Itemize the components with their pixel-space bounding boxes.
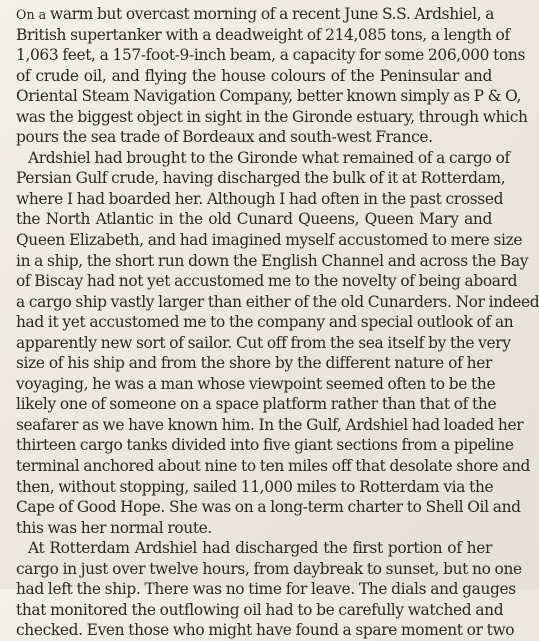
text-line: had left the ship. There was no time for leave. The dials and gauges [16, 580, 516, 599]
text-line: size of his ship and from the shore by the different nature of her [16, 354, 492, 373]
text-line: had it yet accustomed me to the company and special outlook of an [16, 313, 514, 332]
text-line: At Rotterdam Ardshiel had discharged the first portion of her [28, 539, 492, 558]
text-line: 1,063 feet, a 157-foot-9-inch beam, a capacity for some 206,000 tons [16, 46, 526, 65]
text-line: Cape of Good Hope. She was on a long-term charter to Shell Oil and [16, 498, 521, 517]
text-line: was the biggest object in sight in the Gironde estuary, through which [16, 107, 528, 126]
text-line: of Biscay had not yet accustomed me to the novelty of being aboard [16, 272, 518, 291]
text-line: then, without stopping, sailed 11,000 miles to Rotterdam via the [16, 477, 494, 496]
text-line: terminal anchored about nine to ten miles off that desolate shore and [16, 457, 531, 476]
text-line: Ardshiel had brought to the Gironde what remained of a cargo of [28, 148, 510, 167]
text-line: Queen Elizabeth, and had imagined myself accustomed to mere size [16, 231, 523, 250]
text-line: British supertanker with a deadweight of 214,085 tons, a length of [16, 25, 510, 44]
small-caps-opening: On a [16, 7, 50, 22]
text-line: this was her normal route. [16, 518, 212, 537]
text-line: the North Atlantic in the old Cunard Queens, Queen Mary and [16, 210, 492, 229]
text-line: of crude oil, and flying the house colours of the Peninsular and [16, 66, 492, 85]
text-line: likely one of someone on a space platform rather than that of the [16, 395, 497, 414]
text-line: in a ship, the short run down the English Channel and across the Bay [16, 251, 529, 270]
body-text [16, 4, 539, 641]
text-line: On a warm but overcast morning of a recent June S.S. Ardshiel, a [16, 5, 495, 23]
text-line: seafarer as we have known him. In the Gulf, Ardshiel had loaded her [16, 415, 524, 434]
text-line: pours the sea trade of Bordeaux and south-west France. [16, 128, 433, 147]
text-line: that monitored the outflowing oil had to be carefully watched and [16, 600, 504, 619]
text-line: cargo in just over twelve hours, from daybreak to sunset, but no one [16, 559, 522, 578]
text-line: a cargo ship vastly larger than either of the old Cunarders. Nor indeed [16, 292, 539, 311]
text-line: Persian Gulf crude, having discharged the bulk of it at Rotterdam, [16, 169, 506, 188]
text-line: apparently new sort of sailor. Cut off from the sea itself by the very [16, 333, 511, 352]
text-line: thirteen cargo tanks divided into five giant sections from a pipeline [16, 436, 514, 455]
text-line: checked. Even those who might have found a spare moment or two [16, 621, 515, 640]
text-line: Oriental Steam Navigation Company, better known simply as P & O, [16, 87, 522, 106]
text-line: voyaging, he was a man whose viewpoint seemed often to be the [16, 374, 496, 393]
text-line: where I had boarded her. Although I had often in the past crossed [16, 189, 504, 208]
